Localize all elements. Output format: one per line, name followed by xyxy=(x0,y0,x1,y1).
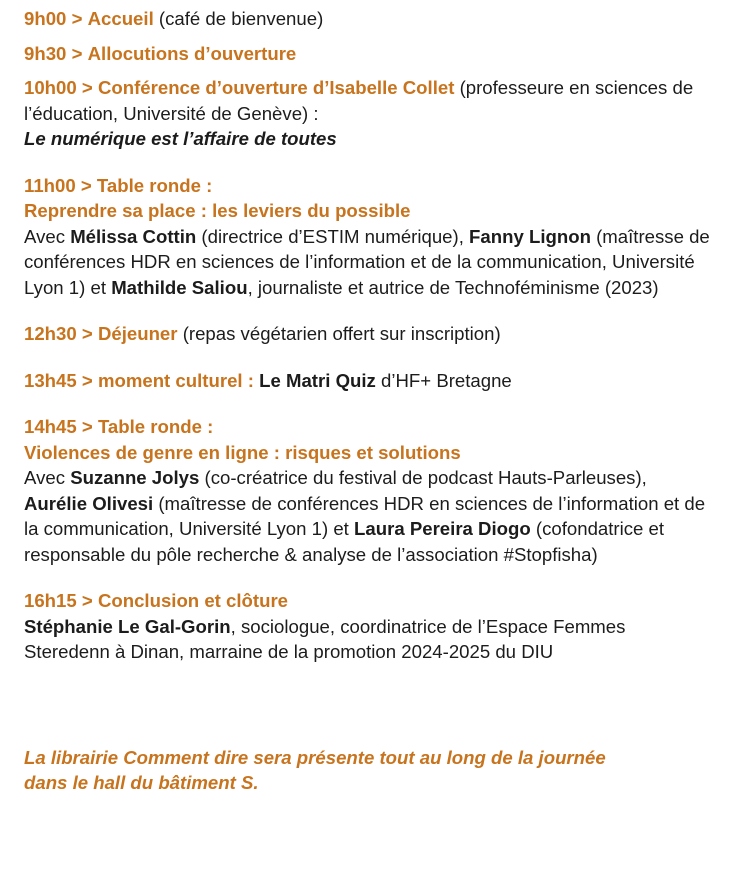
arrow-icon: > xyxy=(81,590,93,611)
speaker-name: Mélissa Cottin xyxy=(70,225,197,247)
item-title: Conclusion et clôture xyxy=(97,590,289,611)
item-time: 11h00 xyxy=(24,174,76,196)
item-time: 12h30 xyxy=(24,323,77,344)
speaker-desc: , sociologue, coordinatrice de l’Espace Femmes Steredenn à Dinan, marraine de la promotion 2024-2025 du DIU xyxy=(24,615,626,662)
arrow-icon: > xyxy=(81,416,93,437)
speaker-name: Stéphanie Le Gal-Gorin xyxy=(24,615,231,637)
footer-note xyxy=(24,745,734,796)
speaker-desc: , journaliste et autrice de Technoféminisme (2023) xyxy=(247,276,659,298)
item-time: 9h30 xyxy=(24,42,67,64)
arrow-icon: > xyxy=(71,8,83,29)
arrow-icon: > xyxy=(71,42,83,64)
arrow-icon: > xyxy=(81,323,93,344)
speaker-name: Laura Pereira Diogo xyxy=(354,518,531,539)
item-note: (café de bienvenue) xyxy=(158,8,324,29)
speaker-name: Suzanne Jolys xyxy=(70,467,200,488)
item-conference xyxy=(24,75,714,152)
speaker-name: Aurélie Olivesi xyxy=(24,492,154,514)
speaker-desc: (cofondatrice et responsable du pôle recherche & analyse de l’association #Stopfisha) xyxy=(24,518,665,565)
item-time: 9h00 xyxy=(24,8,67,29)
speaker-desc: (co-créatrice du festival de podcast Hauts-Parleuses), xyxy=(204,467,647,488)
item-allocutions xyxy=(24,41,714,67)
speaker-name: Fanny Lignon xyxy=(469,225,591,247)
item-subtitle: Le numérique est l’affaire de toutes xyxy=(24,128,337,149)
item-title: Déjeuner xyxy=(97,323,178,344)
item-title: Allocutions d’ouverture xyxy=(87,42,297,64)
item-time: 13h45 xyxy=(24,369,77,391)
item-conclusion xyxy=(24,588,714,665)
event-name: Le Matri Quiz xyxy=(259,369,376,391)
footer-line-2: dans le hall du bâtiment S. xyxy=(24,772,259,793)
item-table-ronde-1 xyxy=(24,173,714,301)
footer-line-1: La librairie Comment dire sera présente tout au long de la journée xyxy=(24,746,606,768)
item-time: 10h00 xyxy=(24,77,77,98)
item-subtitle: Violences de genre en ligne : risques et solutions xyxy=(24,441,461,463)
speaker-desc: (maîtresse de conférences HDR en sciences de l’information et de la communication, Université Lyon 1) et xyxy=(24,492,706,539)
item-intro: Avec xyxy=(24,467,66,488)
item-accueil xyxy=(24,6,714,32)
arrow-icon: > xyxy=(81,77,93,98)
item-note: (professeure en sciences de l’éducation, Université de Genève) : xyxy=(24,77,694,124)
item-note: (repas végétarien offert sur inscription) xyxy=(182,323,501,344)
item-dejeuner xyxy=(24,321,714,347)
arrow-icon: > xyxy=(80,174,92,196)
item-subtitle: Reprendre sa place : les leviers du possible xyxy=(24,200,411,221)
item-title: Conférence d’ouverture d’Isabelle Collet xyxy=(97,77,455,98)
item-title: moment culturel : xyxy=(97,369,254,391)
speaker-name: Mathilde Saliou xyxy=(111,276,248,298)
item-intro: Avec xyxy=(24,225,66,247)
item-time: 16h15 xyxy=(24,590,77,611)
item-note: d’HF+ Bretagne xyxy=(381,369,512,391)
item-title: Accueil xyxy=(87,8,154,29)
item-title: Table ronde : xyxy=(97,416,214,437)
arrow-icon: > xyxy=(81,369,93,391)
item-table-ronde-2 xyxy=(24,414,714,567)
item-time: 14h45 xyxy=(24,416,77,437)
item-title: Table ronde : xyxy=(96,174,213,196)
speaker-desc: (directrice d’ESTIM numérique), xyxy=(201,225,464,247)
item-moment-culturel xyxy=(24,368,714,394)
speaker-desc: (maîtresse de conférences HDR en sciences de l’information et de la communication, Université Lyon 1) et xyxy=(24,225,710,298)
